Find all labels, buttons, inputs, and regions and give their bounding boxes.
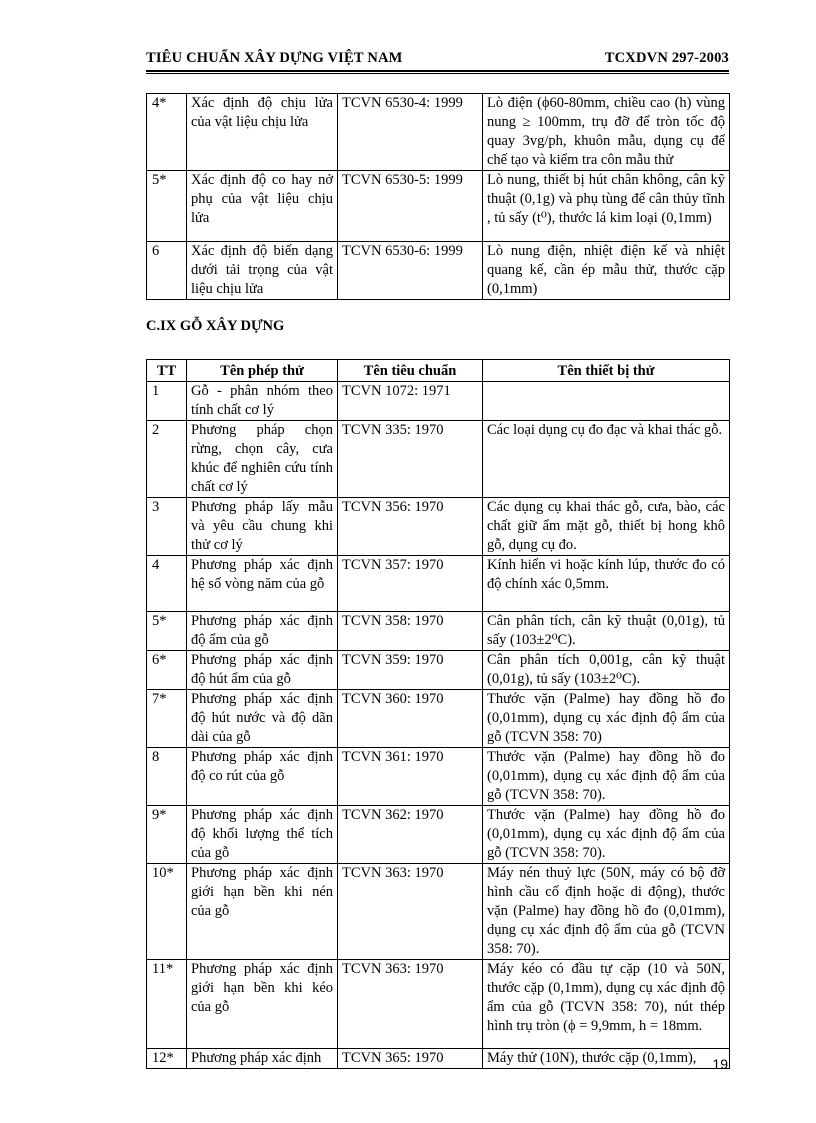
standard-code: TCVN 361: 1970 [338,748,483,806]
header-divider-thin [146,73,729,74]
standard-code: TCVN 6530-5: 1999 [338,171,483,242]
table-header-row [147,360,730,382]
header-test: Tên phép thử [187,360,338,382]
table-row [147,421,730,498]
equipment: Cân phân tích 0,001g, cân kỹ thuật (0,01g), tủ sấy (103±2⁰C). [483,651,730,690]
test-name: Xác định độ chịu lửa của vật liệu chịu lửa [187,94,338,171]
row-number: 8 [147,748,187,806]
row-number: 5* [147,171,187,242]
row-number: 11* [147,960,187,1049]
standard-code: TCVN 6530-4: 1999 [338,94,483,171]
standard-code: TCVN 365: 1970 [338,1049,483,1069]
header-title: TIÊU CHUẨN XÂY DỰNG VIỆT NAM [146,50,403,66]
test-name: Phương pháp xác định độ ẩm của gỗ [187,612,338,651]
test-name: Xác định độ co hay nở phụ của vật liệu chịu lửa [187,171,338,242]
standard-code: TCVN 335: 1970 [338,421,483,498]
table-row [147,242,730,300]
test-name: Phương pháp chọn rừng, chọn cây, cưa khúc để nghiên cứu tính chất cơ lý [187,421,338,498]
standard-code: TCVN 362: 1970 [338,806,483,864]
equipment: Kính hiển vi hoặc kính lúp, thước đo có độ chính xác 0,5mm. [483,556,730,612]
table-row [147,748,730,806]
row-number: 7* [147,690,187,748]
test-name: Phương pháp xác định hệ số vòng năm của gỗ [187,556,338,612]
wood-tests-table [146,359,730,1069]
header-standard: Tên tiêu chuẩn [338,360,483,382]
row-number: 5* [147,612,187,651]
equipment: Lò nung, thiết bị hút chân không, cân kỹ thuật (0,1g) và phụ tùng để cân thủy tĩnh , tủ sấy (t⁰), thước lá kim loại (0,1mm) [483,171,730,242]
row-number: 4* [147,94,187,171]
row-number: 9* [147,806,187,864]
equipment: Các dụng cụ khai thác gỗ, cưa, bào, các chất giữ ẩm mặt gỗ, thiết bị hong khô gỗ, dụng cụ đo. [483,498,730,556]
test-name: Phương pháp lấy mẫu và yêu cầu chung khi thử cơ lý [187,498,338,556]
equipment: Lò điện (ϕ60-80mm, chiều cao (h) vùng nung ≥ 100mm, trụ đỡ đế tròn tốc độ quay 3vg/ph, khuôn mẫu, dụng cụ để chế tạo và kiểm tra côn mẫu thử [483,94,730,171]
equipment: Máy thử (10N), thước cặp (0,1mm), [483,1049,730,1069]
row-number: 10* [147,864,187,960]
standard-code: TCVN 363: 1970 [338,960,483,1049]
row-number: 6* [147,651,187,690]
row-number: 3 [147,498,187,556]
test-name: Gỗ - phân nhóm theo tính chất cơ lý [187,382,338,421]
header-tt: TT [147,360,187,382]
table-row [147,612,730,651]
row-number: 1 [147,382,187,421]
table-row [147,690,730,748]
row-number: 12* [147,1049,187,1069]
standard-code: TCVN 358: 1970 [338,612,483,651]
test-name: Phương pháp xác định độ hút ẩm của gỗ [187,651,338,690]
table-row [147,960,730,1049]
standard-code: TCVN 6530-6: 1999 [338,242,483,300]
test-name: Phương pháp xác định [187,1049,338,1069]
refractory-tests-table [146,93,730,300]
equipment: Máy kéo có đầu tự cặp (10 và 50N, thước cặp (0,1mm), dụng cụ xác định độ ẩm của gỗ (TCVN 358: 70), nút thép hình trụ tròn (ϕ = 9,9mm, h = 18mm. [483,960,730,1049]
test-name: Phương pháp xác định độ hút nước và độ dãn dài của gỗ [187,690,338,748]
equipment: Thước vặn (Palme) hay đồng hồ đo (0,01mm), dụng cụ xác định độ ẩm của gỗ (TCVN 358: 70). [483,806,730,864]
page-number: 19 [712,1056,728,1072]
table-row [147,651,730,690]
equipment: Cân phân tích, cân kỹ thuật (0,01g), tủ sấy (103±2⁰C). [483,612,730,651]
standard-code: TCVN 359: 1970 [338,651,483,690]
header-equipment: Tên thiết bị thử [483,360,730,382]
page-header [146,50,729,68]
equipment: Máy nén thuỷ lực (50N, máy có bộ đỡ hình cầu cố định hoặc di động), thước vặn (Palme) hay đồng hồ đo (0,01mm), dụng cụ xác định độ ẩm của gỗ (TCVN 358: 70). [483,864,730,960]
equipment: Thước vặn (Palme) hay đồng hồ đo (0,01mm), dụng cụ xác định độ ẩm của gỗ (TCVN 358: 70). [483,748,730,806]
row-number: 6 [147,242,187,300]
table-row [147,94,730,171]
section-title: C.IX GỖ XÂY DỰNG [146,318,285,334]
test-name: Phương pháp xác định độ co rút của gỗ [187,748,338,806]
equipment: Thước vặn (Palme) hay đồng hồ đo (0,01mm), dụng cụ xác định độ ẩm của gỗ (TCVN 358: 70) [483,690,730,748]
table-row [147,382,730,421]
standard-code: TCVN 1072: 1971 [338,382,483,421]
table-row [147,806,730,864]
header-standard-code: TCXDVN 297-2003 [604,50,729,66]
row-number: 2 [147,421,187,498]
table-row [147,556,730,612]
test-name: Phương pháp xác định độ khối lượng thể tích của gỗ [187,806,338,864]
standard-code: TCVN 363: 1970 [338,864,483,960]
test-name: Xác định độ biến dạng dưới tải trọng của vật liệu chịu lửa [187,242,338,300]
standard-code: TCVN 360: 1970 [338,690,483,748]
standard-code: TCVN 357: 1970 [338,556,483,612]
table-row [147,864,730,960]
test-name: Phương pháp xác định giới hạn bền khi nén của gỗ [187,864,338,960]
table-row [147,1049,730,1069]
table-row [147,498,730,556]
table-row [147,171,730,242]
header-divider [146,70,729,72]
equipment [483,382,730,421]
equipment: Lò nung điện, nhiệt điện kế và nhiệt quang kế, cần ép mẫu thử, thước cặp (0,1mm) [483,242,730,300]
equipment: Các loại dụng cụ đo đạc và khai thác gỗ. [483,421,730,498]
test-name: Phương pháp xác định giới hạn bền khi kéo của gỗ [187,960,338,1049]
row-number: 4 [147,556,187,612]
standard-code: TCVN 356: 1970 [338,498,483,556]
